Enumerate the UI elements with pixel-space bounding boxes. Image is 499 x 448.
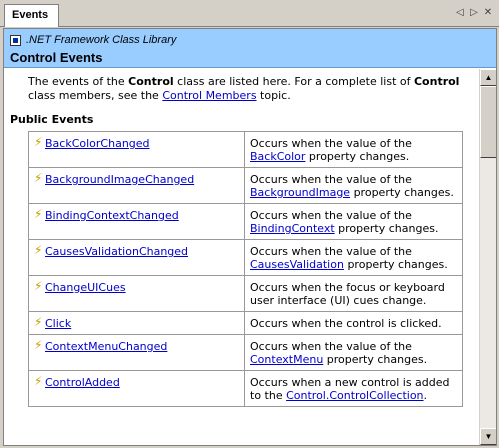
event-description-text: Occurs when the focus or keyboard user interface (UI) cues change. bbox=[250, 281, 445, 307]
table-row bbox=[29, 371, 463, 407]
event-description-cell bbox=[245, 132, 463, 168]
event-description-text: Occurs when the value of the bbox=[250, 340, 412, 353]
table-row bbox=[29, 132, 463, 168]
event-name-cell bbox=[29, 335, 245, 371]
event-link[interactable]: BackgroundImageChanged bbox=[45, 173, 195, 186]
table-row bbox=[29, 312, 463, 335]
intro-text: topic. bbox=[256, 89, 291, 102]
control-members-link[interactable]: Control Members bbox=[162, 89, 257, 102]
intro-class-name: Control bbox=[128, 75, 174, 88]
topic-body bbox=[4, 69, 480, 445]
intro-paragraph bbox=[28, 75, 468, 103]
table-row bbox=[29, 240, 463, 276]
event-description-text: . bbox=[423, 389, 428, 402]
events-table bbox=[28, 131, 463, 407]
property-link[interactable]: BackgroundImage bbox=[250, 186, 351, 199]
help-content bbox=[3, 28, 497, 446]
event-icon: ⚡ bbox=[34, 207, 43, 221]
property-link[interactable]: BindingContext bbox=[250, 222, 335, 235]
property-link[interactable]: Control.ControlCollection bbox=[286, 389, 424, 402]
event-description-cell bbox=[245, 312, 463, 335]
intro-text: The events of the bbox=[28, 75, 129, 88]
event-name-cell bbox=[29, 240, 245, 276]
event-icon: ⚡ bbox=[34, 315, 43, 329]
event-name-cell bbox=[29, 371, 245, 407]
event-description-text: Occurs when the value of the bbox=[250, 245, 412, 258]
tab-prev-icon[interactable]: ◁ bbox=[456, 7, 464, 18]
tab-events[interactable]: Events bbox=[4, 4, 59, 27]
table-row bbox=[29, 335, 463, 371]
library-title: .NET Framework Class Library bbox=[26, 34, 177, 46]
table-row bbox=[29, 168, 463, 204]
event-description-text: property changes. bbox=[305, 150, 410, 163]
event-icon: ⚡ bbox=[34, 171, 43, 185]
tab-next-icon[interactable]: ▷ bbox=[470, 7, 478, 18]
property-link[interactable]: ContextMenu bbox=[250, 353, 324, 366]
intro-text: class members, see the bbox=[28, 89, 163, 102]
event-icon: ⚡ bbox=[34, 374, 43, 388]
property-link[interactable]: BackColor bbox=[250, 150, 306, 163]
event-link[interactable]: ContextMenuChanged bbox=[45, 340, 168, 353]
event-name-cell bbox=[29, 204, 245, 240]
event-icon: ⚡ bbox=[34, 338, 43, 352]
event-link[interactable]: BackColorChanged bbox=[45, 137, 150, 150]
intro-text: class are listed here. For a complete list of bbox=[173, 75, 414, 88]
event-link[interactable]: Click bbox=[45, 317, 72, 330]
event-name-cell bbox=[29, 276, 245, 312]
intro-class-name: Control bbox=[413, 75, 460, 88]
property-link[interactable]: CausesValidation bbox=[250, 258, 344, 271]
event-description-text: property changes. bbox=[323, 353, 428, 366]
close-icon[interactable]: ✕ bbox=[483, 7, 493, 18]
event-description-text: Occurs when the value of the bbox=[250, 173, 412, 186]
event-description-text: property changes. bbox=[343, 258, 448, 271]
event-icon: ⚡ bbox=[34, 135, 43, 149]
event-description-text: Occurs when the value of the bbox=[250, 137, 412, 150]
event-name-cell bbox=[29, 132, 245, 168]
section-title: Public Events bbox=[10, 113, 94, 126]
event-description-text: Occurs when the value of the bbox=[250, 209, 412, 222]
event-description-cell bbox=[245, 335, 463, 371]
scroll-down-button[interactable]: ▼ bbox=[480, 428, 497, 445]
event-description-cell bbox=[245, 240, 463, 276]
table-row bbox=[29, 204, 463, 240]
event-name-cell bbox=[29, 168, 245, 204]
scroll-thumb[interactable] bbox=[480, 86, 497, 158]
event-description-text: property changes. bbox=[350, 186, 454, 199]
vertical-scrollbar[interactable] bbox=[479, 69, 496, 445]
topic-banner bbox=[4, 29, 496, 68]
library-icon bbox=[10, 35, 21, 46]
event-description-cell bbox=[245, 276, 463, 312]
event-description-text: Occurs when the control is clicked. bbox=[250, 317, 442, 330]
page-title: Control Events bbox=[10, 50, 103, 65]
event-description-text: Occurs when a new control is added to the bbox=[250, 376, 450, 402]
event-description-text: property changes. bbox=[334, 222, 439, 235]
event-link[interactable]: ControlAdded bbox=[45, 376, 120, 389]
event-description-cell bbox=[245, 204, 463, 240]
event-icon: ⚡ bbox=[34, 279, 43, 293]
event-description-cell bbox=[245, 371, 463, 407]
tab-strip bbox=[0, 0, 499, 27]
event-link[interactable]: ChangeUICues bbox=[45, 281, 126, 294]
scroll-up-button[interactable]: ▲ bbox=[480, 69, 497, 86]
table-row bbox=[29, 276, 463, 312]
event-icon: ⚡ bbox=[34, 243, 43, 257]
event-link[interactable]: BindingContextChanged bbox=[45, 209, 179, 222]
event-name-cell bbox=[29, 312, 245, 335]
event-link[interactable]: CausesValidationChanged bbox=[45, 245, 189, 258]
event-description-cell bbox=[245, 168, 463, 204]
